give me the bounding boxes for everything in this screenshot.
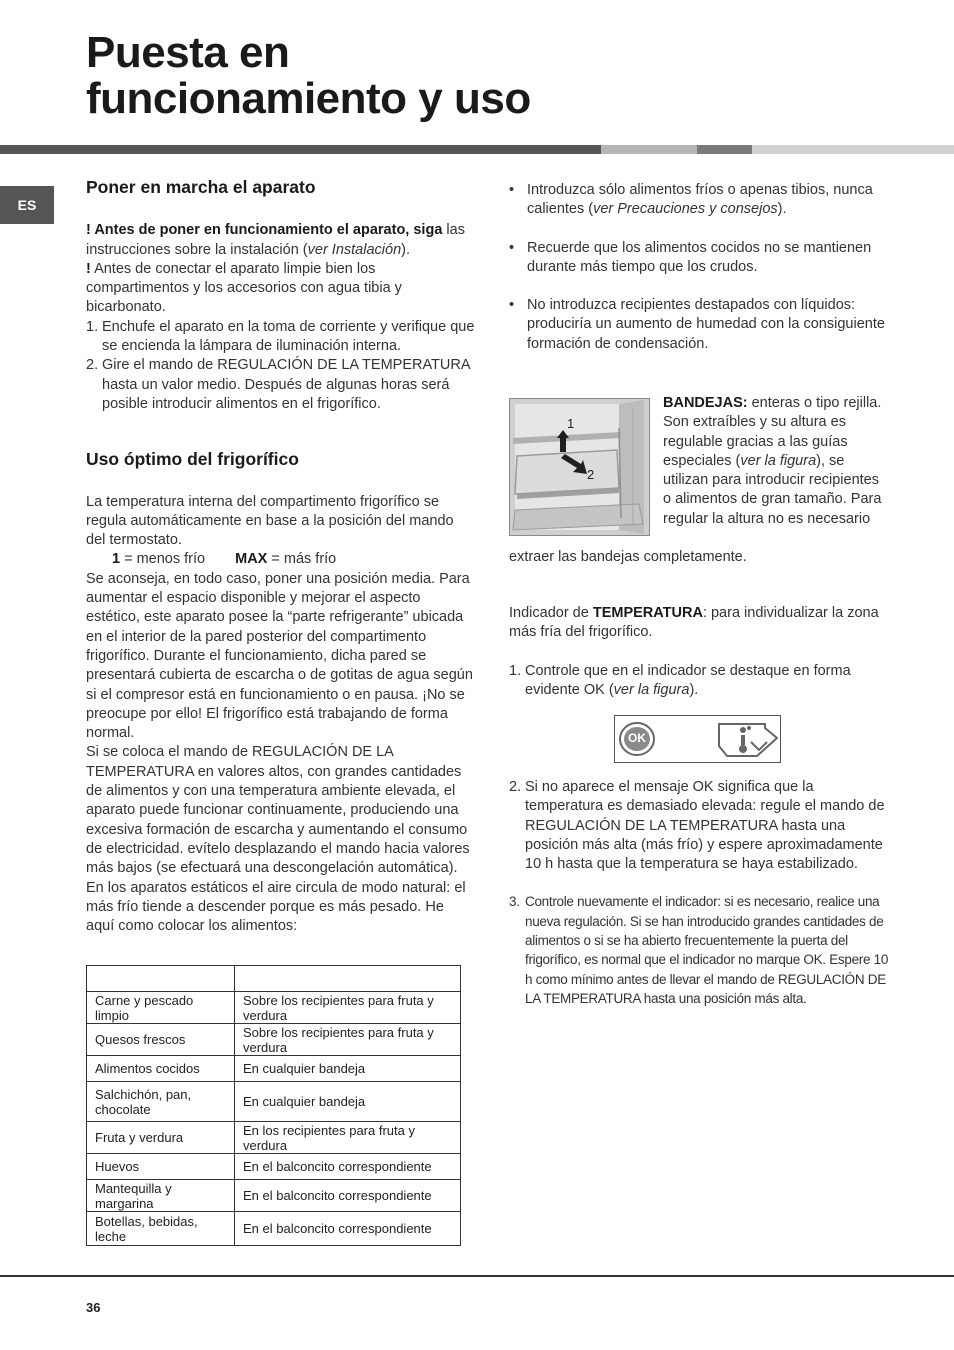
table-header-row	[87, 966, 461, 992]
section-heading-start: Poner en marcha el aparato	[86, 177, 316, 197]
para-cooling-wall: Se aconseja, en todo caso, poner una posición media. Para aumentar el espacio disponible y mejorar el aspecto estético, este aparato posee la “parte refrigerante” ubicada en el interior de la pared posterior del compartimento frigorífico. Durante el funcionamiento, dicha pared se presentará cubierta de escarcha o de gotitas de agua según si el compresor está en funcionamiento o en pausa. ¡No se preocupe por ello! El frigorífico está trabajando de forma normal.	[86, 570, 473, 742]
indicator-step-1: 1. Controle que en el indicador se destaque en forma evidente OK (ver la figura).	[509, 662, 851, 698]
footer-rule	[0, 1275, 954, 1277]
start-step-1: 1. Enchufe el aparato en la toma de corriente y verifique que se encienda la lámpara de iluminación interna.	[86, 318, 475, 355]
indicator-step-2: 2. Si no aparece el mensaje OK significa que la temperatura es demasiado elevada: regule el mando de REGULACIÓN DE LA TEMPERATURA hasta una posición más alta (más frío) y espere aproximadamente 10 h hasta que la temperatura se haya estabilizado.	[509, 779, 885, 873]
shelf-figure	[509, 398, 650, 536]
table-header-cell	[235, 966, 461, 992]
ok-label: OK	[628, 731, 646, 745]
table-row: Salchichón, pan, chocolate En cualquier bandeja	[87, 1082, 461, 1122]
food-placement-table	[86, 965, 461, 1246]
table-row: Mantequilla y margarina En el balconcito correspondiente	[87, 1180, 461, 1212]
warning-clean: ! Antes de conectar el aparato limpie bien los compartimentos y los accesorios con agua tibia y bicarbonato.	[86, 260, 402, 316]
indicator-step-3: 3. Controle nuevamente el indicador: si es necesario, realice una nueva regulación. Si se han introducido grandes cantidades de alimentos o si se ha abierto frecuentemente la puerta del frigorífico, es normal que el indicador no marque OK. Espere 10 h como mínimo antes de llevar el mando de REGULACIÓN DE LA TEMPERATURA hasta una posición más alta.	[509, 894, 889, 1006]
shelves-text: BANDEJAS: enteras o tipo rejilla. Son extraíbles y su altura es regulable gracias a las guías especiales (ver la figura), se utilizan para introducir recipientes o alimentos de gran tamaño. Para regular la altura no es necesario	[663, 395, 882, 527]
bullet-cooked-food: • Recuerde que los alimentos cocidos no se mantienen durante más tiempo que los crudos.	[509, 239, 872, 275]
start-step-2: 2. Gire el mando de REGULACIÓN DE LA TEMPERATURA hasta un valor medio. Después de algunas horas será posible introducir alimentos en el frigorífico.	[86, 357, 470, 412]
table-header-cell	[87, 966, 235, 992]
table-row: Carne y pescado limpio Sobre los recipientes para fruta y verdura	[87, 992, 461, 1024]
scale-line: 1 = menos frío MAX = más frío	[112, 551, 337, 568]
indicator-intro: Indicador de TEMPERATURA: para individualizar la zona más fría del frigorífico.	[509, 605, 879, 641]
header-bar-light	[601, 145, 697, 154]
shelves-text-continued: extraer las bandejas completamente.	[509, 549, 747, 565]
warning-install: ! Antes de poner en funcionamiento el aparato, siga las instrucciones sobre la instalación (ver Instalación).	[86, 222, 465, 258]
header-bar-pale	[752, 145, 954, 154]
para-static-air: En los aparatos estáticos el aire circula de modo natural: el más frío tiende a descender porque es más pesado. He aquí como colocar los alimentos:	[86, 879, 466, 935]
link-figure-ok: ver la figura	[613, 681, 690, 698]
section-heading-optimal-use: Uso óptimo del frigorífico	[86, 449, 299, 470]
header-bar-mid	[697, 145, 752, 154]
page-number: 36	[86, 1300, 101, 1315]
figure-label-1: 1	[567, 416, 575, 431]
figure-label-2: 2	[587, 467, 595, 482]
bullet-cold-food: • Introduzca sólo alimentos fríos o apenas tibios, nunca calientes (ver Precauciones y consejos).	[509, 182, 873, 218]
bullet-liquids: • No introduzca recipientes destapados con líquidos: produciría un aumento de humedad con la consiguiente formación de condensación.	[509, 297, 885, 352]
page-title-line2: funcionamiento y uso	[86, 74, 531, 123]
page-title-line1: Puesta en	[86, 28, 290, 77]
indicator-steps-lower	[509, 778, 889, 1008]
right-column-bullets	[509, 181, 889, 354]
left-column	[86, 178, 476, 936]
table-row: Alimentos cocidos En cualquier bandeja	[87, 1056, 461, 1082]
link-installation: ver Instalación	[307, 241, 402, 258]
table-row: Quesos frescos Sobre los recipientes para fruta y verdura	[87, 1024, 461, 1056]
fridge-shelf-illustration	[509, 398, 650, 536]
para-temperature: La temperatura interna del compartimento frigorífico se regula automáticamente en base a la posición del mando del termostato.	[86, 493, 454, 549]
link-precautions: ver Precauciones y consejos	[593, 201, 778, 218]
header-bar-dark	[0, 145, 601, 154]
table-row: Fruta y verdura En los recipientes para fruta y verdura	[87, 1122, 461, 1154]
temperature-indicator-figure	[614, 715, 781, 763]
page-title	[86, 30, 531, 122]
right-column-indicator	[509, 604, 889, 700]
table-row: Botellas, bebidas, leche En el balconcito correspondiente	[87, 1212, 461, 1246]
link-figure: ver la figura	[740, 452, 817, 469]
language-tab: ES	[0, 186, 54, 224]
table-row: Huevos En el balconcito correspondiente	[87, 1154, 461, 1180]
para-high-setting: Si se coloca el mando de REGULACIÓN DE LA TEMPERATURA en valores altos, con grandes cantidades de alimentos y con una temperatura ambiente elevada, el aparato puede funcionar continuamente, produciendo una excesiva formación de escarcha y aumentando el consumo de electricidad. evítelo desplazando el mando hacia valores más bajos (se efectuará una descongelación automática).	[86, 744, 470, 877]
